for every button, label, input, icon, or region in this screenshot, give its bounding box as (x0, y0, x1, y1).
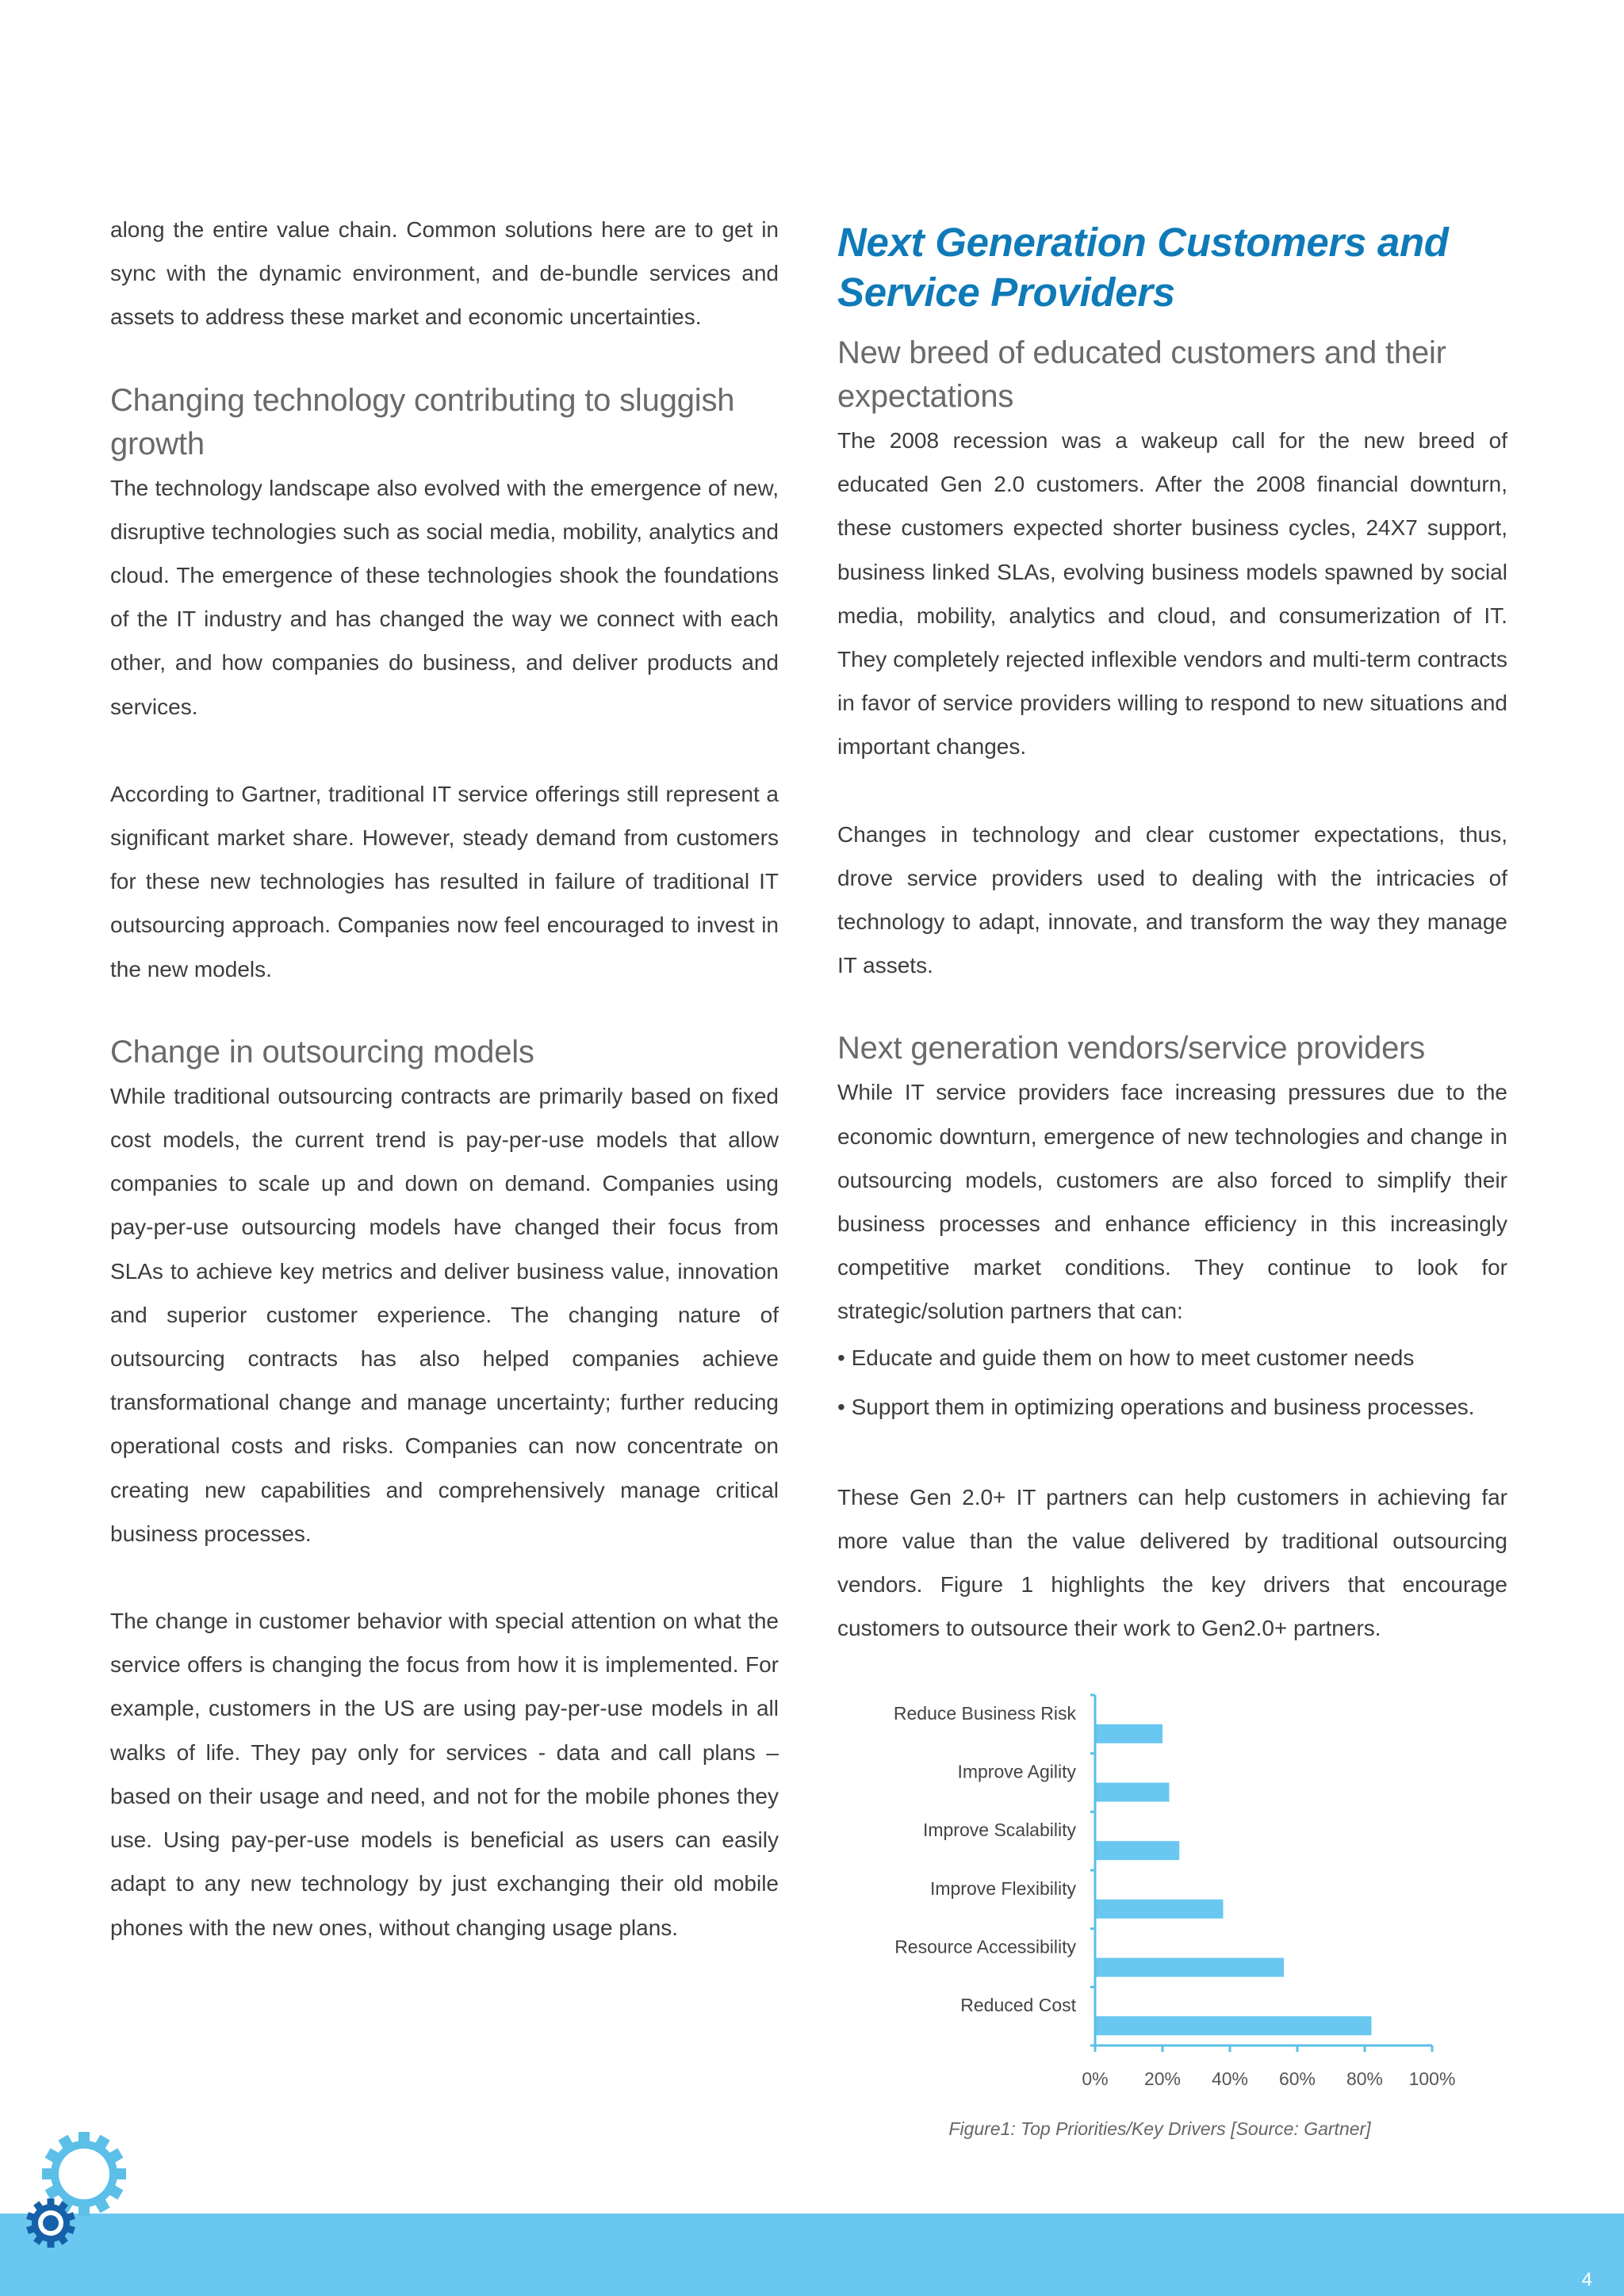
chart-bar (1095, 1958, 1284, 1977)
bar-chart (837, 1673, 1507, 2149)
main-heading: Next Generation Customers and Service Providers (837, 220, 1449, 315)
left-column (110, 208, 779, 1950)
chart-x-tick-label: 20% (1143, 2068, 1182, 2089)
figure-caption: Figure1: Top Priorities/Key Drivers [Source: Gartner] (948, 2118, 1371, 2139)
chart-x-tick-label: 0% (1082, 2068, 1109, 2089)
chart-bar (1095, 1841, 1179, 1860)
paragraph-technology-2: According to Gartner, traditional IT service offerings still represent a significant market share. However, steady demand from customers for these new technologies has resulted in failure of traditional IT outsourcing approach. Companies now feel encouraged to invest in the new models. (110, 781, 779, 982)
chart-category-label: Reduce Business Risk (893, 1702, 1076, 1724)
paragraph-vendors-2: These Gen 2.0+ IT partners can help customers in achieving far more value than the value delivered by traditional outsourcing vendors. Figure 1 highlights the key drivers that encourage customers to outsource their work to Gen2.0+ partners. (837, 1484, 1507, 1641)
chart-category-label: Resource Accessibility (894, 1936, 1076, 1957)
chart-category-label: Improve Agility (957, 1761, 1076, 1782)
right-column (837, 208, 1507, 1650)
heading-next-gen-vendors: Next generation vendors/service providers (837, 1031, 1426, 1066)
chart-bar (1095, 1724, 1162, 1743)
heading-educated-customers: New breed of educated customers and their expectations (837, 335, 1446, 414)
paragraph-technology-1: The technology landscape also evolved with the emergence of new, disruptive technologies such as social media, mobility, analytics and cloud. The emergence of these technologies shook the foundations of the IT industry and has changed the way we connect with each other, and how companies do business, and deliver products and services. (110, 475, 779, 719)
paragraph-customers-1: The 2008 recession was a wakeup call for the new breed of educated Gen 2.0 customers. After the 2008 financial downturn, these customers expected shorter business cycles, 24X7 support, business linked SLAs, evolving business models spawned by social media, mobility, analytics and cloud, and consumerization of IT. They completely rejected inflexible vendors and multi-term contracts in favor of service providers willing to respond to new situations and important changes. (837, 428, 1507, 760)
gear-small-icon (25, 2198, 76, 2248)
chart-x-tick-label: 100% (1408, 2068, 1456, 2089)
chart-x-tick-label: 80% (1346, 2068, 1384, 2089)
footer-bar (0, 2214, 1624, 2296)
paragraph-vendors-1: While IT service providers face increasing pressures due to the economic downturn, emergence of new technologies and change in outsourcing models, customers are also forced to simplify their business processes and enhance efficiency in this increasingly competitive market conditions. They continue to look for strategic/solution partners that can: (837, 1080, 1507, 1324)
paragraph-outsourcing-2: The change in customer behavior with special attention on what the service offers is changing the focus from how it is implemented. For example, customers in the US are using pay-per-use models in all walks of life. They pay only for services - data and call plans – based on their usage and need, and not for the mobile phones they use. Using pay-per-use models is beneficial as users can easily adapt to any new technology by just exchanging their old mobile phones with the new ones, without changing usage plans. (110, 1609, 779, 1940)
chart-bar (1095, 1783, 1170, 1802)
chart-x-tick-label: 60% (1278, 2068, 1316, 2089)
bullet-item: • Support them in optimizing operations and business processes. (837, 1394, 1475, 1419)
chart-bar (1095, 1900, 1224, 1919)
heading-outsourcing-models: Change in outsourcing models (110, 1034, 534, 1070)
heading-changing-technology: Changing technology contributing to sluggish growth (110, 382, 735, 461)
bullet-item: • Educate and guide them on how to meet customer needs (837, 1345, 1415, 1370)
chart-category-label: Reduced Cost (960, 1995, 1076, 2016)
chart-category-label: Improve Flexibility (929, 1877, 1076, 1899)
chart-x-tick-label: 40% (1211, 2068, 1249, 2089)
chart-category-label: Improve Scalability (922, 1820, 1076, 1841)
paragraph-intro: along the entire value chain. Common solutions here are to get in sync with the dynamic environment, and de-bundle services and assets to address these market and economic uncertainties. (110, 217, 779, 330)
chart-bar (1095, 2016, 1372, 2035)
paragraph-outsourcing-1: While traditional outsourcing contracts are primarily based on fixed cost models, the current trend is pay-per-use models that allow companies to scale up and down on demand. Companies using pay-per-use outsourcing models have changed their focus from SLAs to achieve key metrics and deliver business value, innovation and superior customer experience. The changing nature of outsourcing contracts has also helped companies achieve transformational change and manage uncertainty; further reducing operational costs and risks. Companies can now concentrate on creating new capabilities and comprehensively manage critical business processes. (110, 1083, 779, 1546)
bar-chart-svg (837, 1673, 1507, 2117)
page-number: 4 (1581, 2269, 1592, 2290)
paragraph-customers-2: Changes in technology and clear customer expectations, thus, drove service providers used to dealing with the intricacies of technology to adapt, innovate, and transform the way they manage IT assets. (837, 821, 1507, 978)
